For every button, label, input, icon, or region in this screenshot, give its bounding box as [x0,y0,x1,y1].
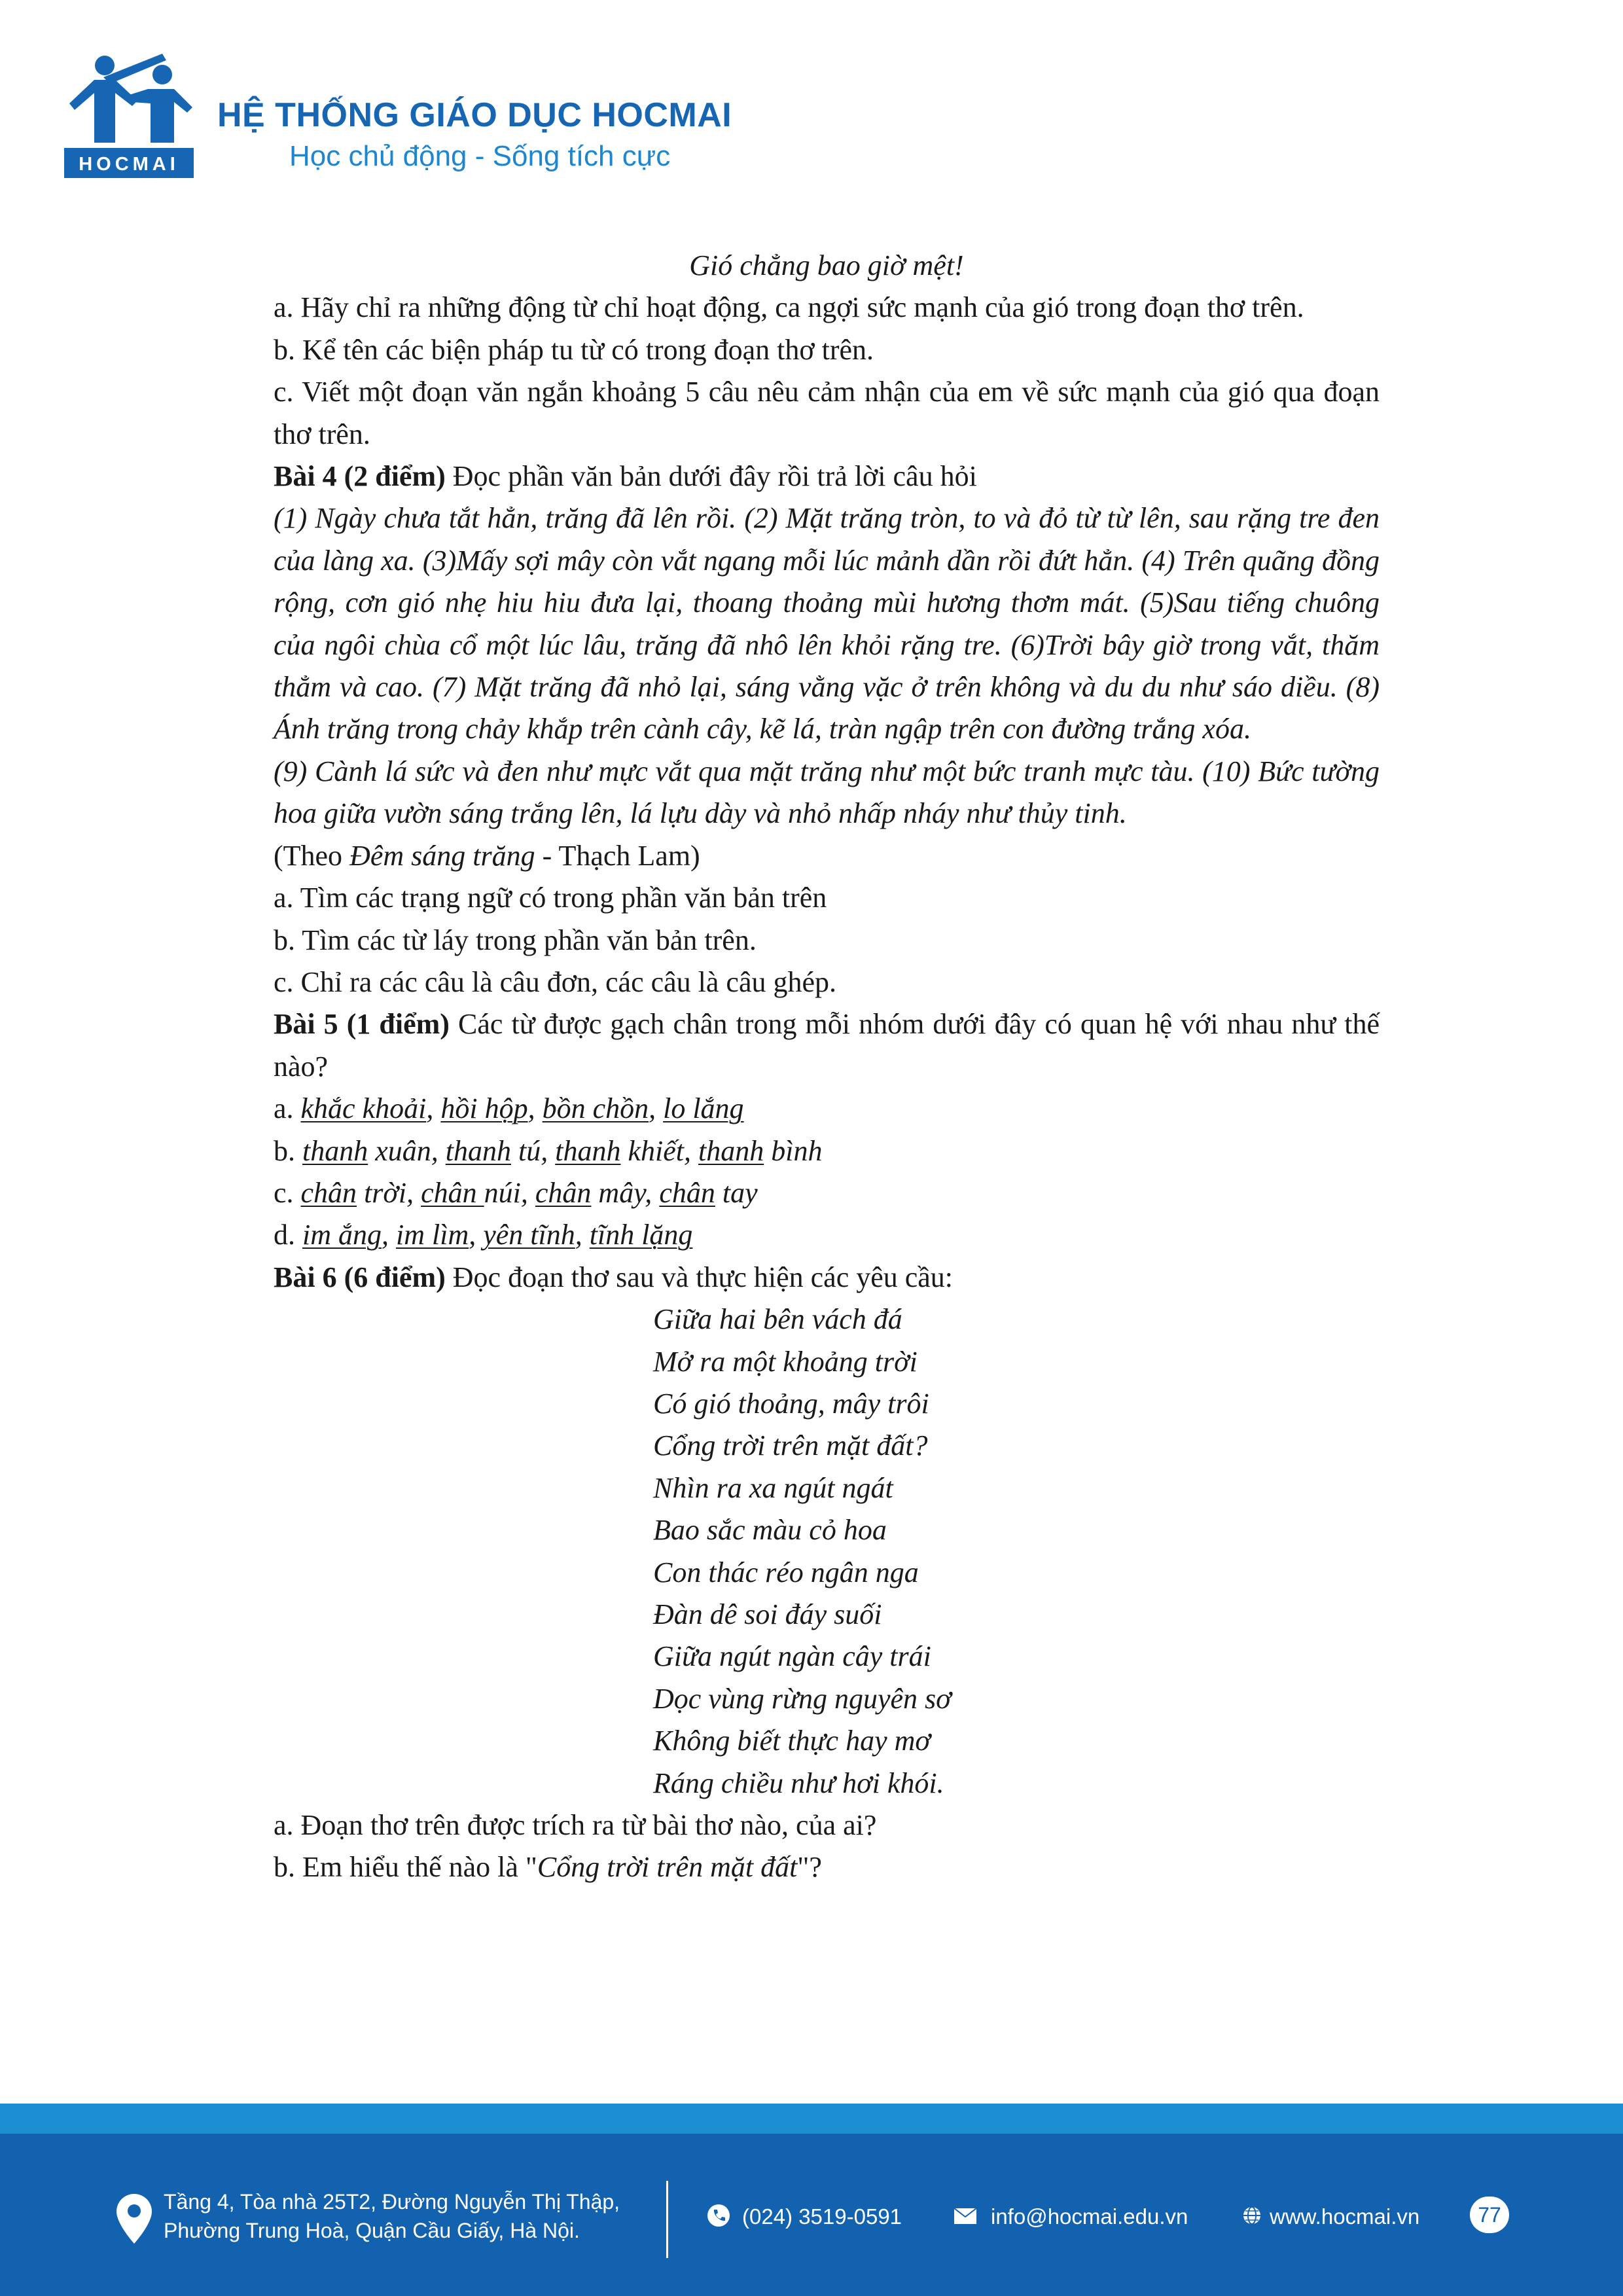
underlined-word: chân [421,1176,484,1209]
poem-line: Giữa ngút ngàn cây trái [653,1640,931,1673]
exercise-5-instruction: Các từ được gạch chân trong mỗi nhóm dưới đây có quan hệ với nhau như thế nào? [274,1008,1380,1083]
brand-title: HỆ THỐNG GIÁO DỤC HOCMAI [217,96,732,134]
question-3b: b. Kể tên các biện pháp tu từ có trong đoạn thơ trên. [274,333,874,366]
quoted-phrase: Cổng trời trên mặt đất [537,1851,798,1884]
poem-line: Bao sắc màu cỏ hoa [653,1514,887,1547]
underlined-word: thanh [445,1134,511,1167]
phone-icon [707,2203,730,2228]
underlined-word: thanh [302,1134,368,1167]
address-line-1: Tầng 4, Tòa nhà 25T2, Đường Nguyễn Thị Thập, [164,2190,620,2214]
poem-line: Không biết thực hay mơ [653,1725,931,1757]
document-body [274,245,1380,1889]
brand-slogan: Học chủ động - Sống tích cực [289,140,671,172]
footer [0,2134,1623,2296]
exercise-6-heading [274,1257,1380,1299]
footer-website[interactable]: www.hocmai.vn [1270,2204,1420,2229]
underlined-word: khắc khoải [300,1092,427,1125]
exercise-4-passage-2: (9) Cành lá sức và đen như mực vắt qua mặt trăng như một bức tranh mực tàu. (10) Bức tường hoa giữa vườn sáng trắng lên, lá lựu dày và nhỏ nhấp nháy như thủy tinh. [274,755,1380,830]
underlined-word: hồi hộp [440,1092,528,1125]
page-number-badge: 77 [1470,2197,1509,2233]
underlined-word: im ắng [302,1219,382,1251]
exercise-4-instruction: Đọc phần văn bản dưới đây rồi trả lời câu hỏi [445,460,977,493]
globe-icon [1242,2206,1262,2225]
footer-phone[interactable]: (024) 3519-0591 [742,2204,902,2229]
exercise-6-instruction: Đọc đoạn thơ sau và thực hiện các yêu cầu: [445,1261,954,1293]
exercise-5-item-a: a. khắc khoải, hồi hộp, bồn chồn, lo lắng [274,1092,744,1125]
exercise-4-source: (Theo Đêm sáng trăng - Thạch Lam) [274,839,700,872]
poem-end-line: Gió chẳng bao giờ mệt! [689,249,964,281]
exercise-5-heading [274,1003,1380,1088]
underlined-word: lo lắng [663,1092,744,1125]
exercise-5-item-b: b. thanh xuân, thanh tú, thanh khiết, thanh bình [274,1134,823,1167]
email-icon [954,2208,976,2224]
exercise-6-question-a: a. Đoạn thơ trên được trích ra từ bài thơ nào, của ai? [274,1809,877,1842]
address-line-2: Phường Trung Hoà, Quận Cầu Giấy, Hà Nội. [164,2219,580,2242]
footer-divider [666,2181,668,2258]
underlined-word: yên tĩnh [483,1219,575,1251]
source-title: Đêm sáng trăng [349,839,535,872]
underlined-word: chân [300,1176,357,1209]
hocmai-logo [64,51,194,179]
exercise-4-question-c: c. Chỉ ra các câu là câu đơn, các câu là câu ghép. [274,965,836,998]
location-pin-icon [116,2194,152,2244]
poem-line: Dọc vùng rừng nguyên sơ [653,1682,952,1715]
question-3a: a. Hãy chỉ ra những động từ chỉ hoạt động, ca ngợi sức mạnh của gió trong đoạn thơ trên. [274,291,1304,324]
underlined-word: chân [659,1176,715,1209]
poem-line: Cổng trời trên mặt đất? [653,1429,928,1462]
logo-text: HOCMAI [79,154,179,175]
exercise-4-passage-1: (1) Ngày chưa tắt hẳn, trăng đã lên rồi. (2) Mặt trăng tròn, to và đỏ từ từ lên, sau rặng tre đen của làng xa. (3)Mấy sợi mây còn vắt ngang mỗi lúc mảnh dần rồi đứt hẳn. (4) Trên quãng đồng rộng, cơn gió nhẹ hiu hiu đưa lại, thoang thoảng mùi hương thơm mát. (5)Sau tiếng chuông của ngôi chùa cổ một lúc lâu, trăng đã nhô lên khỏi rặng tre. (6)Trời bây giờ trong vắt, thăm thẳm và cao. (7) Mặt trăng đã nhỏ lại, sáng vằng vặc ở trên không và du du như sáo diều. (8) Ánh trăng trong chảy khắp trên cành cây, kẽ lá, tràn ngập trên con đường trắng xóa. [274,502,1380,745]
poem-line: Đàn dê soi đáy suối [653,1598,882,1630]
exercise-6-title: Bài 6 (6 điểm) [274,1261,446,1293]
poem-line: Mở ra một khoảng trời [653,1345,918,1378]
poem-line: Có gió thoảng, mây trôi [653,1387,929,1420]
underlined-word: tĩnh lặng [589,1219,693,1251]
underlined-word: chân [535,1176,592,1209]
underlined-word: bồn chồn [542,1092,649,1125]
underlined-word: thanh [698,1134,764,1167]
footer-address [164,2187,620,2245]
exercise-5-item-d: d. im ắng, im lìm, yên tĩnh, tĩnh lặng [274,1219,693,1251]
exercise-6-question-b: b. Em hiểu thế nào là "Cổng trời trên mặt đất"? [274,1851,822,1884]
footer-email[interactable]: info@hocmai.edu.vn [991,2204,1188,2229]
exercise-4-title: Bài 4 (2 điểm) [274,460,446,493]
question-3c: c. Viết một đoạn văn ngắn khoảng 5 câu nêu cảm nhận của em về sức mạnh của gió qua đoạn thơ trên. [274,376,1380,450]
exercise-4-heading [274,456,1380,497]
poem-line: Con thác réo ngân nga [653,1556,919,1588]
exercise-5-title: Bài 5 (1 điểm) [274,1008,450,1041]
underlined-word: im lìm [396,1219,469,1251]
exercise-4-question-a: a. Tìm các trạng ngữ có trong phần văn bản trên [274,882,827,914]
footer-accent-strip [0,2104,1623,2134]
poem-line: Nhìn ra xa ngút ngát [653,1471,893,1504]
underlined-word: thanh [555,1134,621,1167]
poem-line: Giữa hai bên vách đá [653,1303,902,1336]
exercise-6-poem [274,1299,1380,1804]
poem-line: Ráng chiều như hơi khói. [653,1767,944,1799]
exercise-4-question-b: b. Tìm các từ láy trong phần văn bản trên. [274,924,757,956]
exercise-5-item-c: c. chân trời, chân núi, chân mây, chân tay [274,1176,758,1209]
